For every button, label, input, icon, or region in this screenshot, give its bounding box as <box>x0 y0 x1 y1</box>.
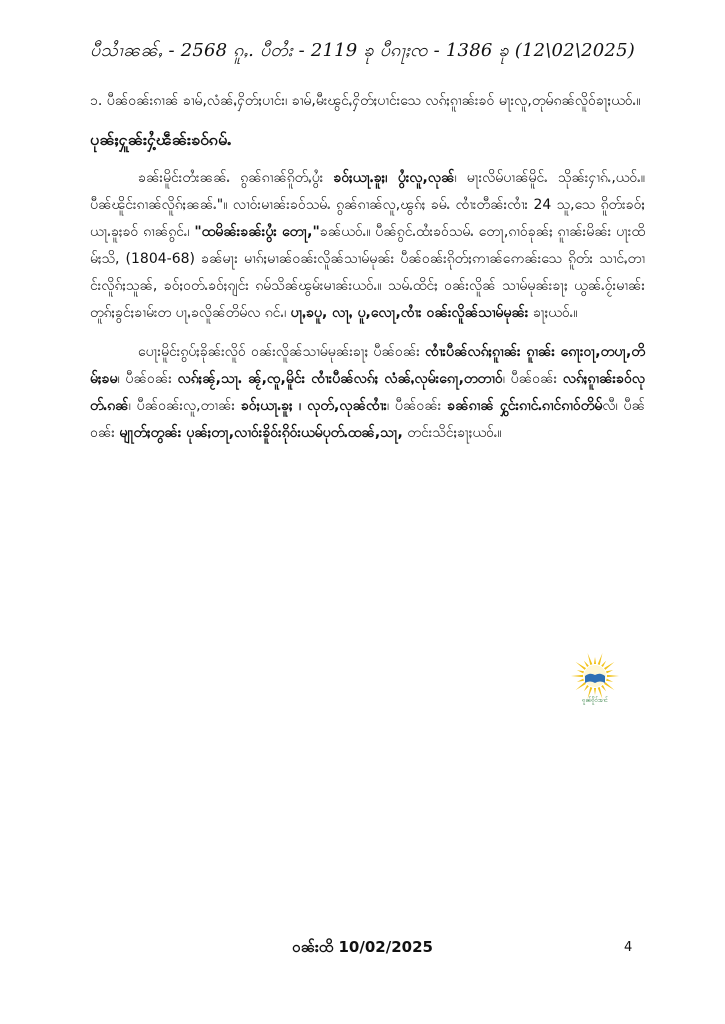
paragraph-2-bold-1: ၶဝ်ႈယႃႉၶူႈ၊ ပွႆးလူ,လုၼ် <box>333 170 455 186</box>
emblem-caption: ၵူၼ်ၵိူဝ်းၶၢင် <box>582 697 608 704</box>
paragraph-3-text-2: ၊ ပီၼ်ဝၼ်း <box>117 371 178 387</box>
sun-ray <box>598 653 603 665</box>
sun-ray <box>571 675 583 677</box>
paragraph-2-text-2: ၊ မႃးလိမ်ပၢၼ်မိူင်ႉ သိုၼ်းႁၢၵ်ႉ,ယဝ်ႉ။ ပီၼ်ၽိူင်းၵၢၼ်လိူၵ်ႈၼၼ်ႉ"။ လၢဝ်းမၢၼ်းၶဝ်သမ်ႉ ၵွၼ်ၵၢၼ်လူ,ၽွၵ်ႈ ၶမ်ႉ ၸၢႆးတီၼ်းၸၢႆး 24 သူ,သေ ၵိူတ်းၶဝ်ႈယႃႉၶူႈၶဝ် ၵၢၼ်ၵွင်ႉ၊ <box>90 170 646 240</box>
paragraph-3-bold-1: ၸၢႆးပီၼ်လၵ်ႈၵူၢၼ်း ၵူၢၼ်း ၵေႃးဝႃ,တပႃ,တိမ်ႈၶမ <box>90 344 646 387</box>
paragraph-2-bold-3: ပႃႇၶပူ, လႃႇ ပူ,လေႃ,ၸၢႆး ဝၼ်းလိူၼ်သၢမ်မုၼ်း <box>290 305 529 321</box>
emblem-graphic <box>565 650 625 710</box>
paragraph-3-bold-5: ၶၼ်ၵၢၼ် ႁွင်းၵၢင်ႉၵၢင်ၵၢဝ်တိမ် <box>447 398 603 414</box>
footer-date: ဝၼ်းထိ 10/02/2025 <box>292 938 433 956</box>
paragraph-2 <box>90 165 645 327</box>
section-heading: ပုၼ်ႈႁူၼ်းႁႆ့ၽဵၼ်းၶဝ်ၵမ်ႉ <box>90 130 232 149</box>
paragraph-3-text-6: လီ၊ ပီၼ်ဝၼ်း <box>90 398 646 441</box>
paragraph-3-text-1: ပေႃးမိူင်းၵွပ်ႈၶိုၼ်းလိူဝ် ဝၼ်းလိူၼ်သၢမ်မုၼ်းၶႃႈ ပီၼ်ဝၼ်း <box>138 344 426 360</box>
sun-ray <box>576 682 586 690</box>
paragraph-3-bold-3: လၵ်ႈၵူၢၼ်းၶဝ်လုတ်ႉၵၼ် <box>90 371 645 414</box>
sun-ray <box>594 688 596 695</box>
paragraph-3 <box>90 339 645 447</box>
paragraph-3-text-7: တင်းသိင်ႈၶႃႈယဝ်ႉ။ <box>402 425 502 441</box>
paragraph-3-text-5: ၊ ပီၼ်ဝၼ်း <box>386 398 448 414</box>
sun-ray <box>607 675 619 677</box>
paragraph-3-bold-4: ၶဝ်ႈယႃႉၶူႈ ၊ လုတ်,လုၼ်ၸၢႆး <box>240 398 387 414</box>
sun-ray <box>606 670 613 673</box>
header-calendar-line: ပီသၢႆၼၼ်ႇ - 2568 ၵူႇ. ပီတႆး - 2119 ၶု ပီၵႃႈၸ - 1386 ၶု (12\02\2025) <box>90 40 635 61</box>
sun-ray <box>584 685 589 691</box>
paragraph-1: ၁. ပီၼ်ဝၼ်းၵၢၼ် ၶၢမ်,လံၼ်ႇႁိတ်ႈပၢင်း၊ ၶၢမ်,မီးၽွင်ႇႁိတ်ႈပၢင်းသေ လၵ်ႈၵူၢၼ်းၶဝ် မႃးလူ,တုမ်ၵၼ်လိူဝ်ၶႃႈယဝ်ႉ။ <box>90 93 641 109</box>
sun-ray <box>601 685 606 691</box>
document-body <box>90 88 645 459</box>
sun-ray <box>577 679 584 682</box>
paragraph-2-text-1: ၶၼ်းမိူင်းတႆးၼၼ်ႉ ၵွၼ်ၵၢၼ်ၵိူတ်ႇပွႆး <box>138 170 334 186</box>
paragraph-2-text-4: ၶႃႈယဝ်ႉ။ <box>528 305 578 321</box>
sun-ray <box>576 662 586 670</box>
sun-ray <box>604 682 614 690</box>
paragraph-3-text-4: ၊ ပီၼ်ဝၼ်းလူ,တၢၼ်း <box>128 398 241 414</box>
page-number: 4 <box>624 940 633 955</box>
paragraph-3-bold-6: မျႃတ်ႈတွၼ်း ပုၼ်ႈတႃ,လၢဝ်းၶိူဝ်းၵိုဝ်းယမ်ပုတ်ႉထၼ်,သႃ, <box>119 425 403 441</box>
sun-ray <box>588 653 593 665</box>
sun-book-emblem-icon <box>565 650 625 710</box>
sun-ray <box>594 657 596 664</box>
paragraph-2-text-3: ၶၼ်ယဝ်ႉ။ ပီၼ်ၵွင်ႉထႆးၶဝ်သမ်ႉ တေႃ,ၵၢဝ်ၶုၼ်ႈ ၵူၢၼ်းမိၼ်း ပႃးထိမ်ႈသိ, (1804-68) ၶၼ်မႃး မၢၵ်ႈမၢၼ်ဝၼ်းလိူၼ်သၢမ်မုၼ်း ပီၼ်ဝၼ်းၵိုတ်ႈဢၢၼ်ဢေၼ်းသေ ၵိူတ်း သၢင်ႇတၢင်းလိူၵ်ႈသူၼ်, ၶဝ်ႈဝတ်ႉၶဝ်ႈၵျင်း ၵမ်သိၼ်ၽွမ်းမၢၼ်းယဝ်ႉ။ သမ်ႉထိင်ႈ ဝၼ်းလိူၼ် သၢမ်မုၼ်းၶႃႈ ယွၼ်ႉဝႂ်းမၢၼ်းတူၵ်ႈၶွင်ႈၶၢမ်းတ ပႃႇၶလိူၼ်တိမ်လ ၵင်ႉ၊ <box>90 224 646 321</box>
sun-ray <box>584 661 589 667</box>
paragraph-3-bold-2: လၵ်ႈၼႂ်,သႃႉ ၼႂ်,ၸူ,မိူင်း ၸၢႆးပီၼ်လၵ်ႈ လံၼ်ႇလုမ်းၵေႃ,တတၢဝ် <box>177 371 503 387</box>
paragraph-3-text-3: ၊ ပီၼ်ဝၼ်း <box>502 371 563 387</box>
sun-ray <box>577 670 584 673</box>
sun-ray <box>606 679 613 682</box>
sun-ray <box>601 661 606 667</box>
sun-ray <box>604 662 614 670</box>
paragraph-2-bold-2: "ထမိၼ်းၶၼ်းပွႆး တေႃ," <box>194 224 320 240</box>
